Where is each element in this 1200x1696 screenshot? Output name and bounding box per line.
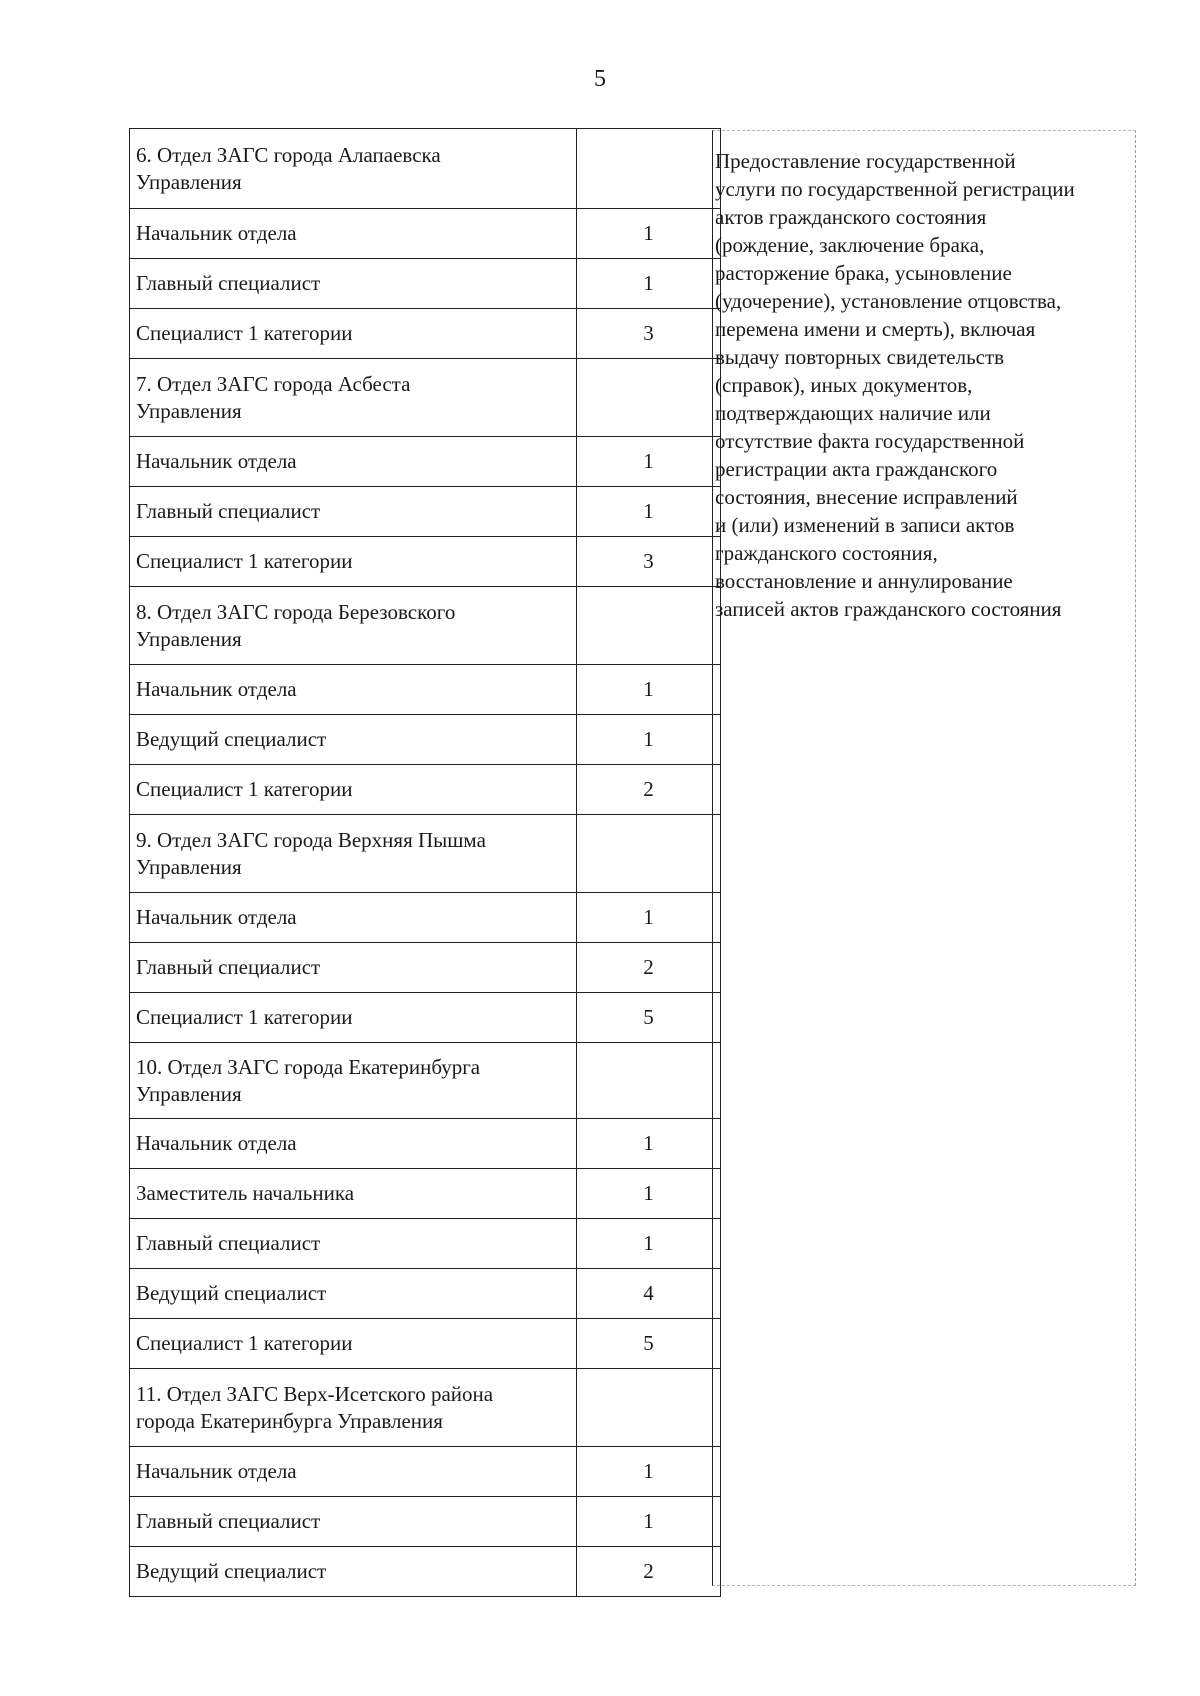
staff-count: 3 — [577, 537, 721, 587]
position-name: Главный специалист — [130, 259, 577, 309]
position-name: Ведущий специалист — [130, 1269, 577, 1319]
position-row — [130, 437, 721, 487]
staff-count: 5 — [577, 1319, 721, 1369]
position-name: Главный специалист — [130, 487, 577, 537]
position-row — [130, 1497, 721, 1547]
staff-count: 1 — [577, 1447, 721, 1497]
position-row — [130, 1119, 721, 1169]
staff-count: 1 — [577, 1219, 721, 1269]
staff-count: 3 — [577, 309, 721, 359]
department-header-row — [130, 587, 721, 665]
position-name: Специалист 1 категории — [130, 537, 577, 587]
position-name: Заместитель начальника — [130, 1169, 577, 1219]
department-name: 9. Отдел ЗАГС города Верхняя Пышма Управления — [130, 815, 577, 893]
department-name: 10. Отдел ЗАГС города Екатеринбурга Управления — [130, 1043, 577, 1119]
department-name: 6. Отдел ЗАГС города Алапаевска Управления — [130, 129, 577, 209]
position-row — [130, 259, 721, 309]
position-name: Начальник отдела — [130, 209, 577, 259]
position-name: Специалист 1 категории — [130, 765, 577, 815]
position-row — [130, 943, 721, 993]
staff-count: 1 — [577, 665, 721, 715]
position-name: Главный специалист — [130, 1497, 577, 1547]
staff-count: 1 — [577, 1119, 721, 1169]
position-name: Ведущий специалист — [130, 1547, 577, 1597]
department-name: 11. Отдел ЗАГС Верх-Исетского района города Екатеринбурга Управления — [130, 1369, 577, 1447]
service-description: Предоставление государственной услуги по государственной регистрации актов гражданского состояния (рождение, заключение брака, расторжение брака, усыновление (удочерение), установление отцовства, перемена имени и смерть), включая выдачу повторных свидетельств (справок), иных документов, подтверждающих наличие или отсутствие факта государственной регистрации акта гражданского состояния, внесение исправлений и (или) изменений в записи актов гражданского состояния, восстановление и аннулирование записей актов гражданского состояния — [715, 149, 1075, 621]
staff-count: 1 — [577, 437, 721, 487]
department-name: 8. Отдел ЗАГС города Березовского Управления — [130, 587, 577, 665]
position-row — [130, 1447, 721, 1497]
position-name: Главный специалист — [130, 943, 577, 993]
position-name: Начальник отдела — [130, 893, 577, 943]
position-row — [130, 209, 721, 259]
staff-count: 1 — [577, 487, 721, 537]
position-name: Начальник отдела — [130, 437, 577, 487]
position-row — [130, 1269, 721, 1319]
position-row — [130, 1319, 721, 1369]
position-row — [130, 1219, 721, 1269]
position-row — [130, 537, 721, 587]
staff-count: 2 — [577, 1547, 721, 1597]
staff-count — [577, 587, 721, 665]
department-header-row — [130, 815, 721, 893]
position-row — [130, 1547, 721, 1597]
position-name: Специалист 1 категории — [130, 1319, 577, 1369]
position-name: Начальник отдела — [130, 1447, 577, 1497]
staff-count — [577, 129, 721, 209]
page-number: 5 — [594, 66, 606, 92]
position-name: Ведущий специалист — [130, 715, 577, 765]
staff-count: 1 — [577, 259, 721, 309]
staff-count: 1 — [577, 1497, 721, 1547]
staff-table-body — [130, 129, 721, 1597]
position-row — [130, 665, 721, 715]
position-row — [130, 487, 721, 537]
department-name: 7. Отдел ЗАГС города Асбеста Управления — [130, 359, 577, 437]
position-row — [130, 309, 721, 359]
staff-count: 1 — [577, 1169, 721, 1219]
position-row — [130, 715, 721, 765]
staff-count: 2 — [577, 943, 721, 993]
staff-count: 4 — [577, 1269, 721, 1319]
department-header-row — [130, 1043, 721, 1119]
staff-count — [577, 815, 721, 893]
position-row — [130, 993, 721, 1043]
staff-count: 1 — [577, 715, 721, 765]
staff-table — [129, 128, 721, 1597]
staff-count: 5 — [577, 993, 721, 1043]
position-row — [130, 893, 721, 943]
position-row — [130, 1169, 721, 1219]
position-name: Специалист 1 категории — [130, 993, 577, 1043]
department-header-row — [130, 359, 721, 437]
position-name: Специалист 1 категории — [130, 309, 577, 359]
service-description-column — [712, 130, 1136, 1586]
staff-count — [577, 359, 721, 437]
position-name: Главный специалист — [130, 1219, 577, 1269]
position-name: Начальник отдела — [130, 1119, 577, 1169]
staff-count: 1 — [577, 893, 721, 943]
department-header-row — [130, 129, 721, 209]
position-row — [130, 765, 721, 815]
staff-count — [577, 1043, 721, 1119]
position-name: Начальник отдела — [130, 665, 577, 715]
staff-count: 1 — [577, 209, 721, 259]
staff-count: 2 — [577, 765, 721, 815]
department-header-row — [130, 1369, 721, 1447]
staff-count — [577, 1369, 721, 1447]
